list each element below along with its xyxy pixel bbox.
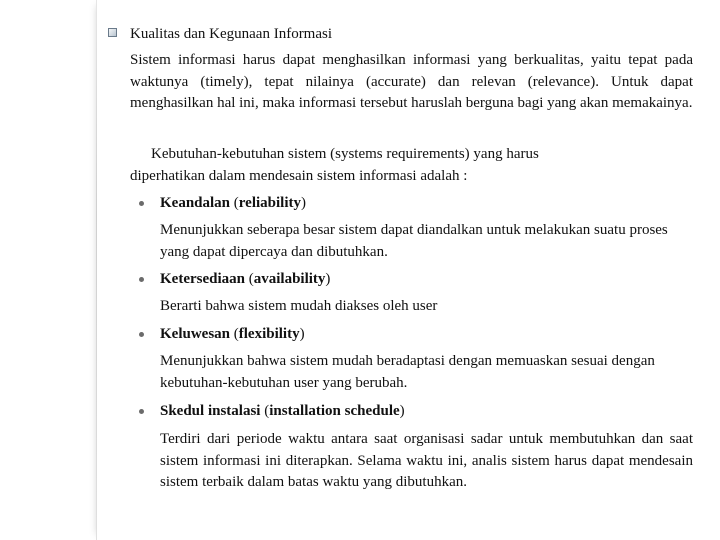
intro-paragraph: Sistem informasi harus dapat menghasilkan informasi yang berkualitas, yaitu tepat pada waktunya (timely), tepat nilainya (accurate) dan relevan (relevance). Untuk dapat menghasilkan hal ini, maka informasi tersebut haruslah berguna bagi yang akan memakainya. [130,52,693,111]
item-term: Keandalan [160,195,231,211]
bullet-dot-icon [139,332,144,337]
item-description-installation-schedule: Terdiri dari periode waktu antara saat organisasi sadar untuk membutuhkan dan saat sistem informasi ini diterapkan. Selama waktu ini, analis sistem harus dapat mendesain sistem terbaik dalam batas waktu yang dibutuhkan. [160,431,693,490]
item-title-flexibility: Keluwesan (flexibility) [160,326,305,342]
item-term-en: installation schedule [269,403,400,419]
item-term-en: flexibility [238,326,300,342]
requirements-intro-line2: diperhatikan dalam mendesain sistem informasi adalah : [130,167,468,184]
bullet-dot-icon [139,277,144,282]
item-term: Ketersediaan [160,271,245,287]
item-term-en: availability [253,271,326,287]
item-term: Skedul instalasi [160,403,261,419]
item-description-flexibility: Menunjukkan bahwa sistem mudah beradaptasi dengan memuaskan sesuai dengan kebutuhan-kebutuhan user yang berubah. [160,353,655,391]
requirements-intro [130,144,650,187]
item-title-reliability: Keandalan (reliability) [160,195,307,211]
checkbox-bullet-icon [108,28,117,37]
bullet-dot-icon [139,409,144,414]
requirements-intro-line1: Kebutuhan-kebutuhan sistem (systems requirements) yang harus [151,146,539,162]
section-heading: Kualitas dan Kegunaan Informasi [130,26,333,42]
item-description-availability: Berarti bahwa sistem mudah diakses oleh user [160,298,438,314]
item-description-reliability: Menunjukkan seberapa besar sistem dapat diandalkan untuk melakukan suatu proses yang dapat dipercaya dan dibutuhkan. [160,222,668,260]
item-title-availability: Ketersediaan (availability) [160,271,331,287]
item-title-installation-schedule: Skedul instalasi (installation schedule) [160,403,405,419]
bullet-dot-icon [139,201,144,206]
item-term: Keluwesan [160,326,231,342]
item-term-en: reliability [238,195,302,211]
